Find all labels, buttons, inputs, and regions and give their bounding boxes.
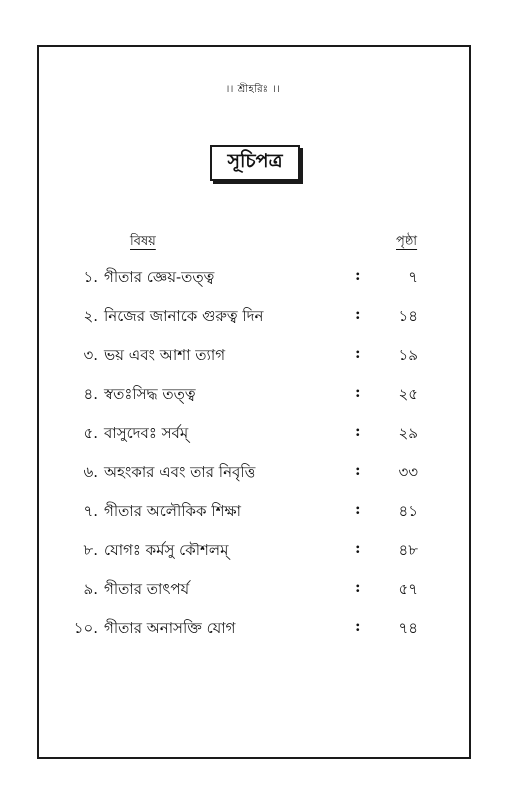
toc-entry [0, 492, 506, 531]
page-title: সূচিপত্র [210, 145, 300, 181]
toc-entry-page: ৩৩ [398, 463, 418, 481]
toc-entry-page: ২৫ [398, 385, 418, 403]
toc-entry-number: ৯. [83, 580, 98, 598]
toc-separator: : [355, 500, 361, 518]
toc-entry-page: ১৯ [398, 346, 418, 364]
toc-entry-title: গীতার তাৎপর্য [104, 580, 190, 598]
toc-entry [0, 453, 506, 492]
toc-separator: : [355, 305, 361, 323]
toc-entry-page: ৭ [408, 268, 418, 286]
toc-entry-page: ১৪ [398, 307, 418, 325]
column-header-page: পৃষ্ঠা [396, 234, 418, 249]
toc-entry-number: ৩. [83, 346, 98, 364]
toc-entry [0, 531, 506, 570]
toc-entry-page: ৭৪ [398, 619, 418, 637]
column-header-subject: বিষয় [130, 234, 156, 249]
toc-entry-number: ১০. [73, 619, 98, 637]
toc-separator: : [355, 461, 361, 479]
toc-entry [0, 258, 506, 297]
toc-entry-number: ২. [83, 307, 98, 325]
toc-entry-title: স্বতঃসিদ্ধ তত্ত্ব [104, 385, 196, 403]
toc-separator: : [355, 344, 361, 362]
toc-separator: : [355, 383, 361, 401]
toc-entry [0, 297, 506, 336]
toc-entry-number: ৫. [83, 424, 98, 442]
toc-separator: : [355, 266, 361, 284]
toc-entry-page: ৫৭ [398, 580, 418, 598]
toc-entry-title: বাসুদেবঃ সর্বম্ [104, 424, 189, 442]
toc-separator: : [355, 539, 361, 557]
toc-entry-title: ভয় এবং আশা ত্যাগ [104, 346, 226, 364]
toc-separator: : [355, 422, 361, 440]
toc-entry-number: ৮. [83, 541, 98, 559]
toc-entry [0, 609, 506, 648]
toc-entry-title: গীতার অলৌকিক শিক্ষা [104, 502, 241, 520]
toc-entry-number: ৬. [83, 463, 98, 481]
toc-entry-page: ৪১ [398, 502, 418, 520]
toc-entry [0, 570, 506, 609]
toc-entry [0, 336, 506, 375]
toc-entry-title: নিজের জানাকে গুরুত্ব দিন [104, 307, 264, 325]
toc-entry-number: ৪. [83, 385, 98, 403]
table-of-contents [0, 258, 506, 648]
toc-separator: : [355, 617, 361, 635]
toc-entry [0, 414, 506, 453]
toc-entry-title: গীতার জ্ঞেয়-তত্ত্ব [104, 268, 215, 286]
toc-entry-title: যোগঃ কর্মসু কৌশলম্ [104, 541, 229, 559]
toc-entry-title: অহংকার এবং তার নিবৃত্তি [104, 463, 256, 481]
toc-entry-title: গীতার অনাসক্তি যোগ [104, 619, 236, 637]
toc-entry [0, 375, 506, 414]
toc-entry-number: ৭. [83, 502, 98, 520]
toc-separator: : [355, 578, 361, 596]
invocation-text: ।। শ্রীহরিঃ ।। [225, 84, 281, 95]
toc-entry-page: ৪৮ [398, 541, 418, 559]
toc-entry-page: ২৯ [398, 424, 418, 442]
toc-entry-number: ১. [83, 268, 98, 286]
